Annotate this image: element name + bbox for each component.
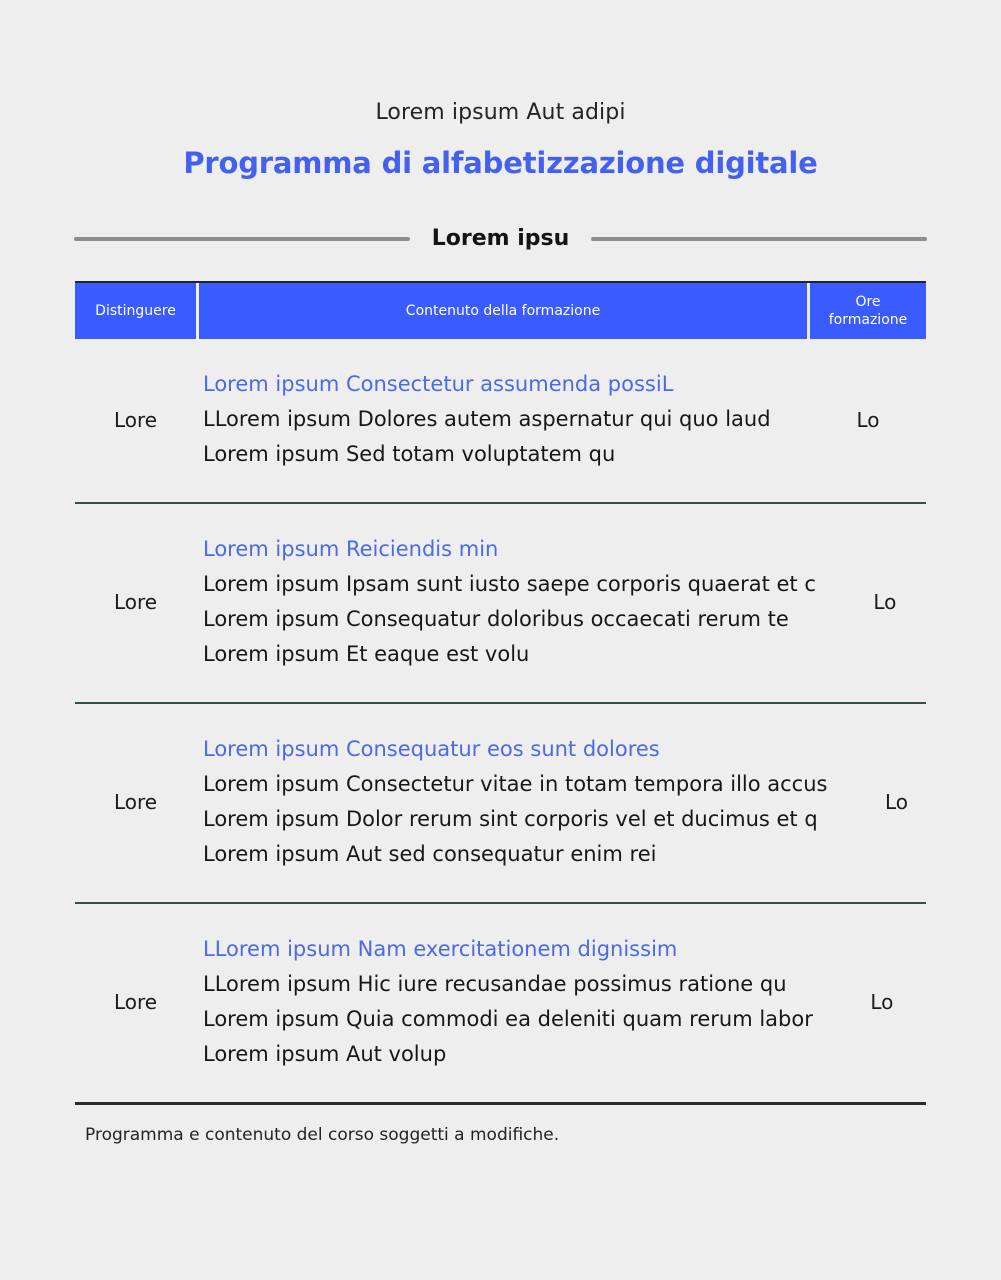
- row-content-line: Lorem ipsum Consequatur doloribus occaecati rerum te: [203, 607, 789, 631]
- row-content-line: Lorem ipsum Et eaque est volu: [203, 642, 530, 666]
- row-content: [199, 904, 821, 1102]
- footnote: Programma e contenuto del corso soggetti a modifiche.: [85, 1125, 560, 1145]
- row-code: Lore: [113, 407, 158, 432]
- table-row: [75, 904, 926, 1105]
- row-content-line: Lorem ipsum Ipsam sunt iusto saepe corporis quaerat et c: [203, 572, 816, 596]
- row-content: [199, 504, 824, 702]
- row-content-line: Lorem ipsum Consectetur vitae in totam tempora illo accus: [203, 772, 828, 796]
- section-title: Lorem ipsu: [431, 226, 570, 251]
- table-row: [75, 704, 926, 904]
- row-content-line: Lorem ipsum Dolor rerum sint corporis vel et ducimus et q: [203, 807, 818, 831]
- row-hours: Lo: [856, 407, 880, 432]
- row-content-line: LLorem ipsum Dolores autem aspernatur qui quo laud: [203, 407, 771, 431]
- section-rule-left: [74, 237, 410, 241]
- column-header-distinguere: Distinguere: [75, 283, 196, 339]
- row-hours: Lo: [884, 790, 908, 814]
- row-content-title: Lorem ipsum Reiciendis min: [203, 537, 499, 561]
- row-content: [199, 339, 807, 502]
- row-content-title: Lorem ipsum Consectetur assumenda possiL: [203, 372, 674, 396]
- row-content-line: Lorem ipsum Aut volup: [203, 1042, 447, 1066]
- row-content-title: Lorem ipsum Consequatur eos sunt dolores: [203, 737, 660, 761]
- section-rule-right: [591, 237, 927, 241]
- page-title: Programma di alfabetizzazione digitale: [183, 146, 818, 180]
- row-code: Lore: [113, 790, 158, 814]
- row-content-line: Lorem ipsum Sed totam voluptatem qu: [203, 442, 616, 466]
- table-header-row: [75, 281, 926, 339]
- document-eyebrow: Lorem ipsum Aut adipi: [375, 100, 626, 125]
- table-row: [75, 504, 926, 704]
- row-code: Lore: [113, 590, 158, 614]
- row-content-line: Lorem ipsum Aut sed consequatur enim rei: [203, 842, 657, 866]
- table-body: [75, 339, 926, 1105]
- column-header-ore: Ore formazione: [810, 283, 926, 339]
- column-header-contenuto: Contenuto della formazione: [199, 283, 807, 339]
- row-content-line: Lorem ipsum Quia commodi ea deleniti quam rerum labor: [203, 1007, 813, 1031]
- row-content-title: LLorem ipsum Nam exercitationem dignissim: [203, 937, 678, 961]
- row-content: [199, 704, 835, 902]
- row-hours: Lo: [873, 590, 897, 614]
- document-header: [0, 0, 1001, 182]
- row-content-line: LLorem ipsum Hic iure recusandae possimus ratione qu: [203, 972, 787, 996]
- row-hours: Lo: [870, 990, 894, 1014]
- training-program-table: [75, 281, 926, 1105]
- table-row: [75, 339, 926, 504]
- row-code: Lore: [113, 990, 158, 1014]
- section-heading: [74, 226, 927, 251]
